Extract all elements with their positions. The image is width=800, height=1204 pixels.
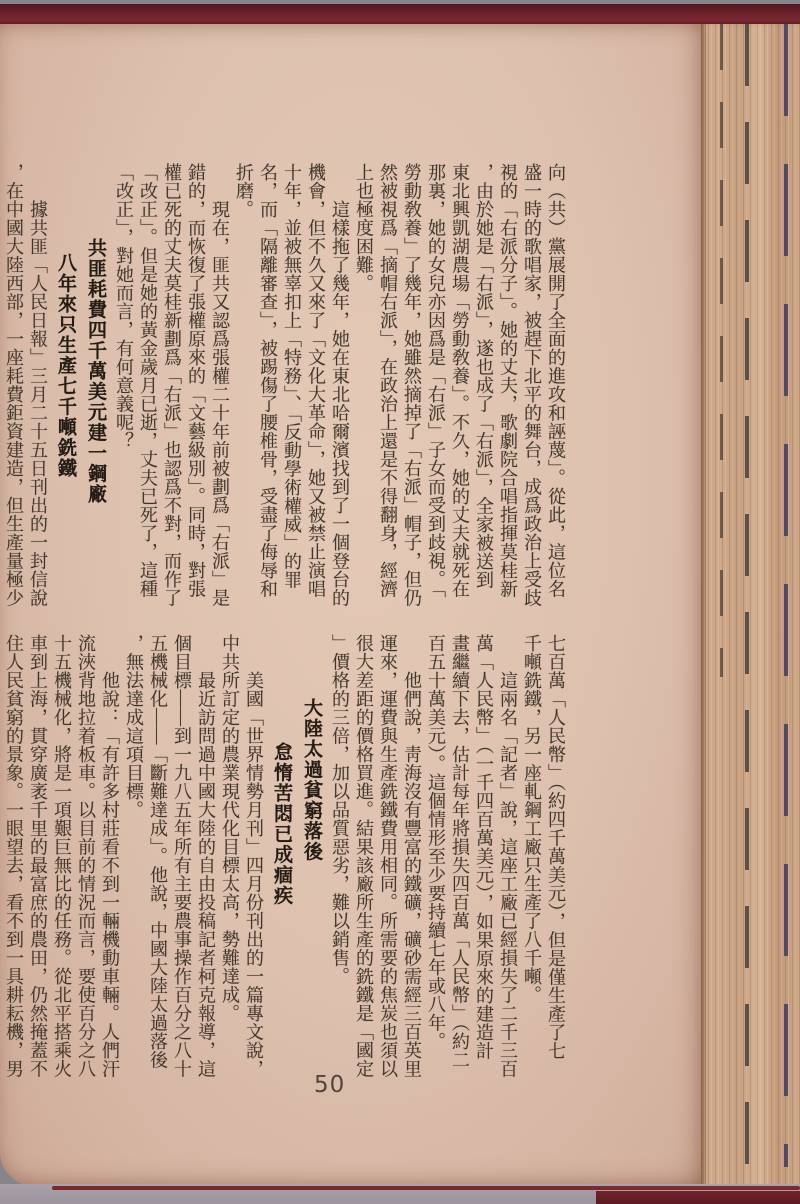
- text-column: 十年，並被無辜扣上「特務」、「反動學術權威」的罪: [282, 163, 302, 589]
- text-column: 住人民貧窮的景象。一眼望去，看不到一具耕耘機，男: [4, 634, 24, 1078]
- text-column: 車到上海，貫穿廣袤千里的最富庶的農田，仍然掩蓋不: [28, 634, 48, 1078]
- text-column: 畫繼續下去，估計每年將損失四百萬「人民幣」（約二: [450, 634, 470, 1069]
- page-edge-print-mark: [745, 24, 749, 1190]
- bottom-text-band: [0, 634, 568, 1086]
- text-column: 他們說，靑海沒有豐富的鐵礦，礦砂需經三百英里: [402, 671, 422, 1078]
- page-edge-print-mark: [720, 24, 723, 677]
- text-column: 盛一時的歌唱家，被趕下北平的舞台，成爲政治上受歧: [522, 163, 542, 607]
- text-column: 這樣拖了幾年，她在東北哈爾濱找到了一個登台的: [330, 200, 350, 607]
- text-column: 錯的，而恢復了張權原來的「文藝級別」。同時，對張: [186, 163, 206, 598]
- text-column: 據共匪「人民日報」三月二十五日刊出的一封信說: [28, 200, 48, 607]
- text-column: 向（共）黨展開了全面的進攻和誣蔑」。從此，這位名: [546, 163, 566, 598]
- text-column: 上也極度困難。: [354, 163, 374, 293]
- text-column: 那裏，她的女兒亦因爲是「右派」子女而受到歧視。「: [426, 163, 446, 598]
- text-column: 很大差距的價格買進。結果該廠所生產的銑鐵是「國定: [354, 634, 374, 1078]
- text-column: 五機械化——「斷難達成」。他說，中國大陸太過落後: [148, 634, 168, 1069]
- text-column: 這兩名「記者」說，這座工廠已經損失了二千三百: [498, 671, 518, 1078]
- text-column: 東北興凱湖農場「勞動敎養」。不久，她的丈夫就死在: [450, 163, 470, 598]
- text-column: [0, 634, 2, 1086]
- text-column: 萬「人民幣」（一千四百萬美元），如果原來的建造計: [474, 634, 494, 1060]
- text-column: 名，而「隔離審查」，被踢傷了腰椎骨，受盡了侮辱和: [258, 163, 278, 598]
- text-column: 現在，匪共又認爲張權二十年前被劃爲「右派」是: [210, 200, 230, 607]
- text-column: 」價格的三倍，加以品質惡劣，難以銷售。: [330, 634, 350, 986]
- text-column: 流浹背地拉着板車。以目前的情況而言，要使百分之八: [76, 634, 96, 1078]
- fore-edge-page-stack: [701, 24, 800, 1190]
- page-number: 50: [314, 1072, 346, 1098]
- text-column: 「改正」，對她而言，有何意義呢？: [114, 163, 134, 450]
- text-column: 十五機械化，將是一項艱巨無比的任務。從北平搭乘火: [52, 634, 72, 1078]
- top-text-band: [0, 163, 568, 615]
- text-column: 個目標——到一九八五年所有主要農事操作百分之八十: [172, 634, 192, 1078]
- text-column: 運來，運費與生產銑鐵費用相同。所需要的焦炭也須以: [378, 634, 398, 1078]
- article-heading-column: 共匪耗費四千萬美元建一鋼廠: [85, 238, 106, 505]
- book-cover-bottom-edge: [52, 1186, 800, 1190]
- text-column: 折磨。: [234, 163, 254, 219]
- text-column: 美國「世界情勢月刊」四月份刊出的一篇專文說，: [244, 671, 264, 1078]
- text-column: 然被視爲「摘帽右派」，在政治上還是不得翻身，經濟: [378, 163, 398, 598]
- article-heading-column: 八年來只生產七千噸銑鐵: [55, 253, 76, 479]
- book-cover-bottom-corner: [596, 1191, 800, 1204]
- text-column: ，由於她是「右派」，遂也成了「右派」，全家被送到: [474, 163, 494, 589]
- text-column: ，無法達成這項目標。: [124, 634, 144, 819]
- text-column: 七百萬「人民幣」（約四千萬美元），但是僅生產了七: [546, 634, 566, 1060]
- text-column: ，在中國大陸西部，一座耗費鉅資建造，但生產量極少: [4, 163, 24, 607]
- text-column: 百五十萬美元）。這個情形至少要持續七年或八年。: [426, 634, 446, 1051]
- text-column: 視的「右派分子」。她的丈夫，歌劇院合唱指揮莫桂新: [498, 163, 518, 598]
- text-column: 他說：「有許多村莊看不到一輛機動車輛。人們汗: [100, 671, 120, 1078]
- text-column: 最近訪問過中國大陸的自由投稿記者柯克報導，這: [196, 671, 216, 1078]
- text-column: 權已死的丈夫莫桂新劃爲「右派」也認爲不對，而作了: [162, 163, 182, 607]
- text-column: 勞動敎養」了幾年，她雖然摘掉了「右派」帽子，但仍: [402, 163, 422, 607]
- text-column: 千噸銑鐵，另一座軋鋼工廠只生產了八千噸。: [522, 634, 542, 1004]
- article-heading-column: 怠惰苦悶已成痼疾: [271, 742, 292, 906]
- page-paper: [0, 24, 702, 1186]
- text-column: 「改正」。但是她的黃金歲月已逝，丈夫已死了，這種: [138, 163, 158, 598]
- page-edge-print-mark: [784, 24, 788, 1167]
- article-heading-column: 大陸太過貧窮落後: [301, 698, 322, 862]
- text-column: 中共所訂定的農業現代化目標太高，勢難達成。: [220, 634, 240, 1023]
- book-cover-top-edge: [0, 4, 800, 25]
- text-column: 機會，但不久又來了「文化大革命」，她又被禁止演唱: [306, 163, 326, 598]
